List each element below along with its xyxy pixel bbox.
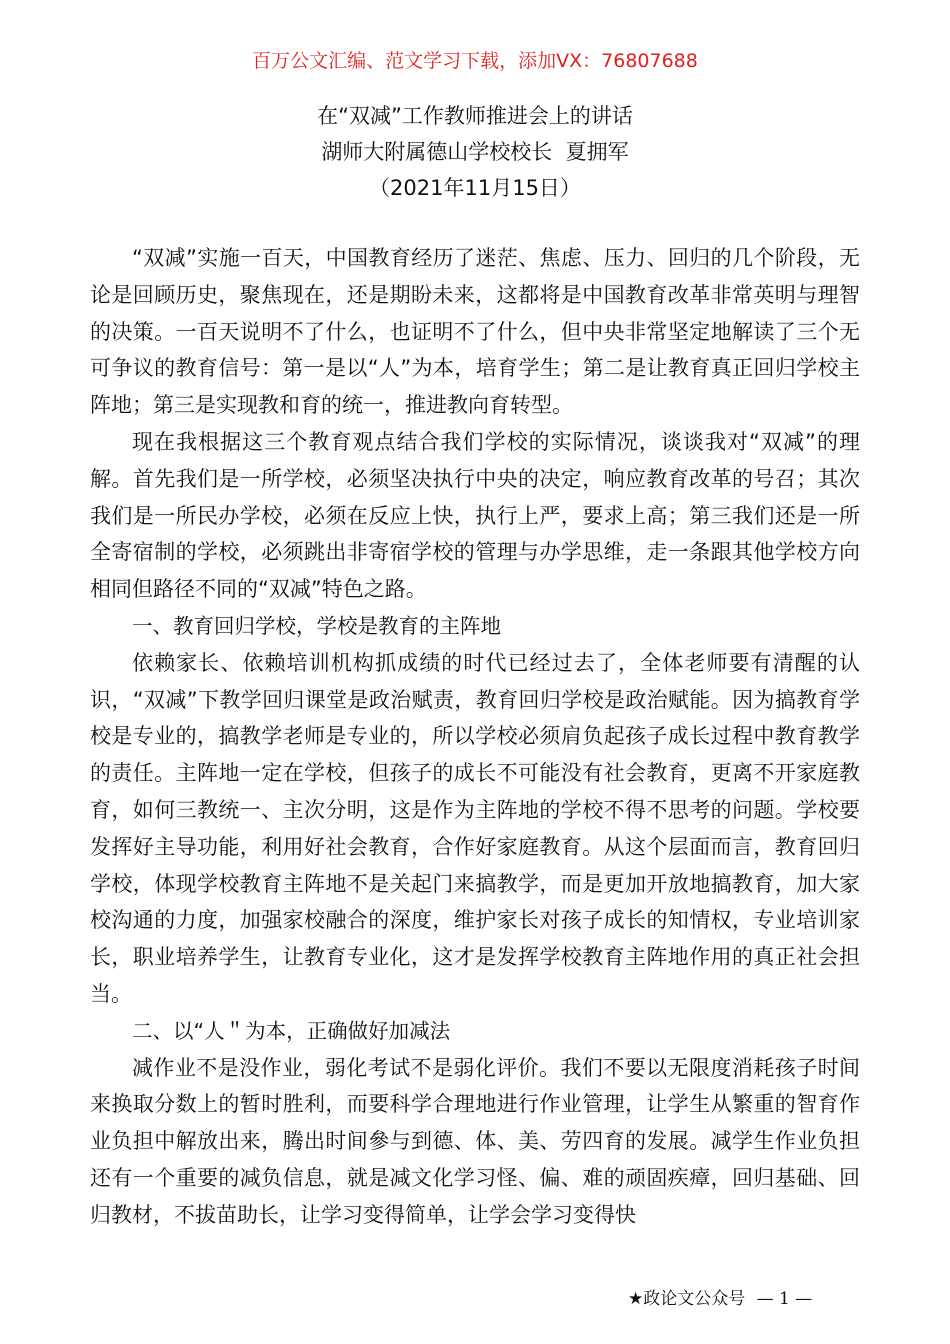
page-footer [628, 1284, 812, 1309]
page-number: — 1 — [756, 1289, 813, 1309]
watermark-banner: 百万公文汇编、范文学习下载，添加VX：76807688 [252, 50, 698, 72]
speech-title: 在“双减”工作教师推进会上的讲话 [317, 104, 633, 128]
footer-source: ★政论文公众号 [628, 1289, 746, 1309]
section-heading: 一、教育回归学校，学校是教育的主阵地 [132, 613, 501, 638]
speech-date: （2021年11月15日） [369, 176, 581, 200]
paragraph: 现在我根据这三个教育观点结合我们学校的实际情况，谈谈我对“双减”的理解。首先我们是一所学校，必须坚决执行中央的决定，响应教育改革的号召；其次我们是一所民办学校，必须在反应上快，执行上严，要求上高；第三我们还是一所全寄宿制的学校，必须跳出非寄宿学校的管理与办学思维，走一条跟其他学校方向相同但路径不同的“双减”特色之路。 [90, 429, 860, 602]
title-block [0, 98, 950, 206]
section-heading: 二、以“人＂为本，正确做好加减法 [132, 1018, 451, 1043]
paragraph: “双减”实施一百天，中国教育经历了迷茫、焦虑、压力、回归的几个阶段，无论是回顾历史，聚焦现在，还是期盼未来，这都将是中国教育改革非常英明与理智的决策。一百天说明不了什么，也证明不了什么，但中央非常坚定地解读了三个无可争议的教育信号：第一是以“人”为本，培育学生；第二是让教育真正回归学校主阵地；第三是实现教和育的统一，推进教向育转型。 [90, 246, 860, 418]
document-body [90, 240, 860, 1234]
paragraph: 依赖家长、依赖培训机构抓成绩的时代已经过去了，全体老师要有清醒的认识，“双减”下教学回归课堂是政治赋责，教育回归学校是政治赋能。因为搞教育学校是专业的，搞教学老师是专业的，所以学校必须肩负起孩子成长过程中教育教学的责任。主阵地一定在学校，但孩子的成长不可能没有社会教育，更离不开家庭教育，如何三教统一、主次分明，这是作为主阵地的学校不得不思考的问题。学校要发挥好主导功能，利用好社会教育，合作好家庭教育。从这个层面而言，教育回归学校，体现学校教育主阵地不是关起门来搞教学，而是更加开放地搞教育，加大家校沟通的力度，加强家校融合的深度，维护家长对孩子成长的知情权，专业培训家长，职业培养学生，让教育专业化，这才是发挥学校教育主阵地作用的真正社会担当。 [90, 650, 860, 1006]
speaker-line: 湖师大附属德山学校校长 夏拥军 [321, 140, 629, 164]
paragraph: 减作业不是没作业，弱化考试不是弱化评价。我们不要以无限度消耗孩子时间来换取分数上的暂时胜利，而要科学合理地进行作业管理，让学生从繁重的智育作业负担中解放出来，腾出时间參与到德、体、美、劳四育的发展。减学生作业负担还有一个重要的减负信息，就是减文化学习怪、偏、难的顽固疾瘴，回归基础、回归教材，不拔苗助长，让学习变得简单，让学会学习变得快 [90, 1055, 860, 1227]
